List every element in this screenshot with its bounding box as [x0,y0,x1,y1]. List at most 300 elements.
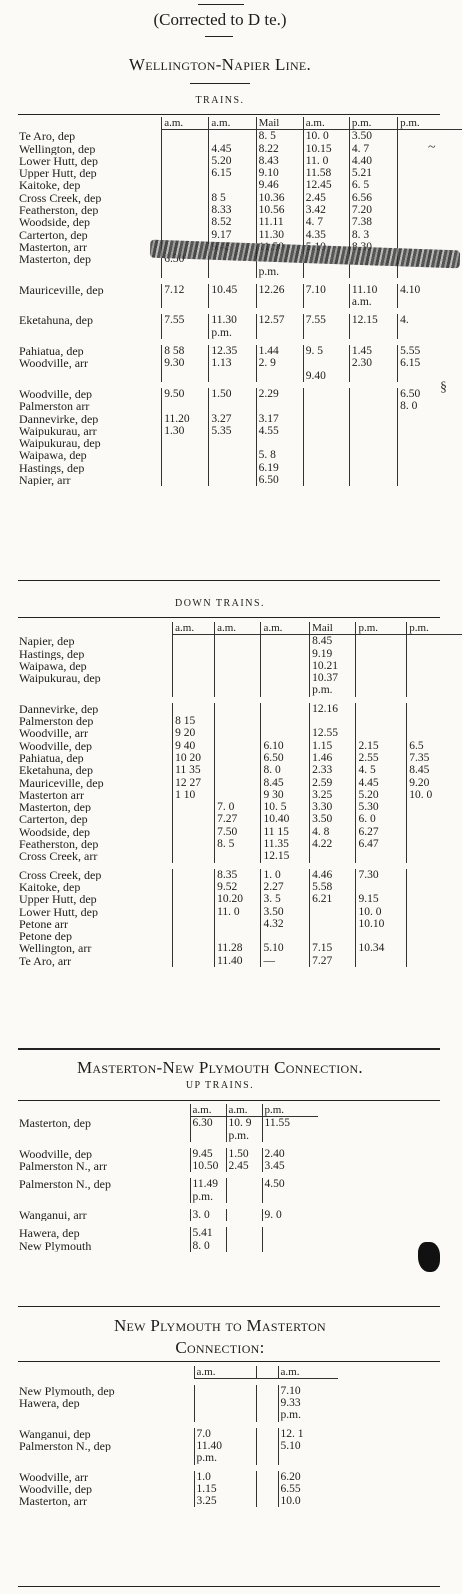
time-cell [398,204,462,216]
time-cell [398,370,462,382]
time-cell: 7.30 [356,869,407,881]
station-name: Woodville, dep [19,1482,93,1496]
time-cell [398,437,462,449]
time-cell: 3.50 [349,130,397,143]
time-cell [398,296,462,308]
column-header: a.m. [173,622,215,635]
station-name [18,1191,190,1203]
time-cell [256,1409,278,1421]
time-cell [173,648,215,660]
time-cell [215,715,261,727]
time-cell [173,850,215,862]
time-cell: 10 20 [173,752,215,764]
np-masterton-bottom-rule [18,1586,440,1587]
trains-subtitle: TRAINS. [195,95,245,106]
time-cell [407,930,462,942]
time-cell [173,801,215,813]
time-cell: 6. 5 [349,179,397,191]
time-cell: 1.44 [256,345,303,357]
time-cell: p.m. [190,1191,226,1203]
station-name: Waipawa, dep [19,449,87,462]
time-cell: 1.45 [349,345,397,357]
time-cell: 7.55 [162,314,209,326]
station-header [18,1104,190,1117]
station-name: Woodside, dep [19,825,91,839]
table-row [18,370,462,382]
time-cell [209,179,256,191]
down-table-bottom-rule [18,1048,440,1050]
time-cell: — [261,955,310,967]
time-cell: 11. 0 [303,155,349,167]
time-cell: 5.20 [209,155,256,167]
time-cell: 7.35 [407,752,462,764]
station-name: Pahiatua, dep [19,751,84,765]
station-name: Carterton, dep [19,228,88,241]
table-row [18,801,462,813]
time-cell: 8.45 [407,764,462,776]
time-cell: 2.59 [310,777,356,789]
time-cell [303,388,349,400]
time-cell [173,813,215,825]
time-cell: 3.27 [209,413,256,425]
station-name: Palmerston dep [19,715,94,728]
table-row [18,388,462,400]
corrected-note: (Corrected to D te.) [153,10,287,29]
table-row [18,1409,338,1421]
time-cell: 9. 0 [262,1209,318,1221]
table-row [18,1117,318,1130]
table-row [18,684,462,696]
station-name: Upper Hutt, dep [19,167,97,180]
time-cell [215,727,261,739]
time-cell [349,370,397,382]
time-cell: 11.35 [261,838,310,850]
time-cell [261,660,310,672]
time-cell [209,130,256,143]
table-row [18,1483,338,1495]
time-cell: 6.55 [278,1483,338,1495]
time-cell: 11 35 [173,764,215,776]
time-cell [173,942,215,954]
station-name: Woodville, dep [19,739,93,752]
time-cell: 11.10 [349,284,397,296]
time-cell: 6.27 [356,826,407,838]
station-name: Carterton, dep [19,813,88,826]
station-name: Hawera, dep [19,1397,80,1410]
time-cell: 7.55 [303,314,349,326]
station-name: Napier, arr [19,474,71,487]
time-cell: 6.47 [356,838,407,850]
time-cell: 4.35 [303,229,349,241]
column-header: a.m. [194,1366,256,1379]
time-cell [310,918,356,930]
time-cell: 5. 8 [256,449,303,461]
header-row [18,622,462,635]
time-cell: 3.50 [261,906,310,918]
table-row [18,266,462,278]
time-cell [407,813,462,825]
column-header: p.m. [349,117,397,130]
time-cell [407,869,462,881]
time-cell [162,462,209,474]
time-cell: 11.11 [256,216,303,228]
time-cell [173,881,215,893]
time-cell: 2.45 [226,1160,262,1172]
time-cell [209,296,256,308]
table-row [18,1227,318,1239]
time-cell [173,672,215,684]
time-cell [173,660,215,672]
station-name [18,684,173,696]
time-cell [303,296,349,308]
time-cell [215,660,261,672]
time-cell: 5.10 [278,1440,338,1452]
station-header [18,622,173,635]
station-name: Palmerston N., arr [19,1160,107,1173]
time-cell [398,192,462,204]
time-cell [162,192,209,204]
np-masterton-top-rule [18,1361,440,1362]
station-name: Cross Creek, dep [19,191,102,205]
time-cell: 4. 5 [356,764,407,776]
time-cell: 7.27 [215,813,261,825]
time-cell [261,648,310,660]
station-name: Eketahuna, dep [19,314,93,327]
time-cell [162,449,209,461]
table-row [18,1471,338,1483]
time-cell [398,216,462,228]
table-row [18,179,462,191]
column-header: p.m. [262,1104,318,1117]
header-row [18,117,462,130]
np-masterton-title-line2: Connection: [175,1338,265,1357]
station-name: Palmerston N., dep [19,1178,111,1191]
time-cell: 1.13 [209,357,256,369]
table-row [18,764,462,776]
time-cell [356,727,407,739]
time-cell: 6.20 [278,1471,338,1483]
station-name [18,1409,194,1421]
station-name: Woodside, dep [19,216,91,229]
table-row [18,918,462,930]
time-cell: 12.57 [256,314,303,326]
time-cell: 6.50 [398,388,462,400]
table-row [18,462,462,474]
time-cell: 11.40 [215,955,261,967]
time-cell: 6.50 [261,752,310,764]
station-name: Upper Hutt, dep [19,893,97,906]
time-cell: 7.50 [215,826,261,838]
table-row [18,345,462,357]
time-cell [356,672,407,684]
table-row [18,284,462,296]
time-cell [256,327,303,339]
time-cell [173,703,215,715]
time-cell: 4. 8 [310,826,356,838]
time-cell: 11.58 [303,167,349,179]
time-cell [349,327,397,339]
time-cell [162,400,209,412]
time-cell [310,906,356,918]
time-cell: 9.30 [162,357,209,369]
time-cell: 7.0 [194,1428,256,1440]
table-row [18,1160,318,1172]
column-header: a.m. [261,622,310,635]
time-cell [215,777,261,789]
time-cell: 4. 7 [349,143,397,155]
time-cell: 6.50 [256,474,303,486]
column-header: Mail [310,622,356,635]
table-row [18,413,462,425]
table-row [18,1428,338,1440]
time-cell [407,635,462,648]
time-cell [173,918,215,930]
time-cell: p.m. [310,684,356,696]
station-name: Masterton, dep [19,1116,91,1130]
time-cell [407,727,462,739]
time-cell: 10. 5 [261,801,310,813]
time-cell [356,635,407,648]
station-name: New Plymouth, dep [19,1384,115,1398]
time-cell: 10.21 [310,660,356,672]
time-cell: 7.10 [303,284,349,296]
time-cell [173,635,215,648]
time-cell: 8 58 [162,345,209,357]
up-table-top-rule [18,114,440,115]
ink-blot [418,1242,440,1272]
time-cell [162,296,209,308]
time-cell: 10.15 [303,143,349,155]
table-row [18,672,462,684]
time-cell: 11.55 [262,1117,318,1130]
time-cell [407,672,462,684]
time-cell: 3.17 [256,413,303,425]
table-row [18,192,462,204]
time-cell: 9.50 [162,388,209,400]
table-row [18,400,462,412]
time-cell [194,1385,256,1397]
time-cell: 2.29 [256,388,303,400]
station-name: Petone arr [19,917,68,931]
time-cell [226,1209,262,1221]
np-masterton-title-line1: New Plymouth to Masterton [113,1316,327,1335]
time-cell [398,413,462,425]
time-cell: 8. 0 [190,1240,226,1252]
time-cell: 6.30 [162,253,209,265]
station-name: Woodville, dep [19,387,93,401]
time-cell: 4.50 [262,1178,318,1190]
column-header [256,1366,278,1379]
time-cell: 3.50 [310,813,356,825]
station-name: Hastings, dep [19,461,85,475]
time-cell [356,715,407,727]
time-cell [162,143,209,155]
time-cell [349,413,397,425]
time-cell [209,462,256,474]
time-cell [303,474,349,486]
time-cell: 9.33 [278,1397,338,1409]
time-cell: 5.21 [349,167,397,179]
time-cell: 10. 0 [303,130,349,143]
time-cell: 11.30 [256,229,303,241]
time-cell: 8 15 [173,715,215,727]
time-cell: 10.0 [278,1495,338,1507]
time-cell: 10.40 [261,813,310,825]
station-name: Waipukurau, dep [19,437,101,450]
time-cell: 4.45 [209,143,256,155]
station-name: Te Aro, dep [19,129,76,143]
station-name: Cross Creek, arr [19,850,98,863]
masterton-np-top-rule [18,1100,440,1101]
time-cell [256,1483,278,1495]
station-name: Dannevirke, dep [19,412,99,425]
table-row [18,869,462,881]
np-masterton-table [18,1366,338,1507]
time-cell: 2.55 [356,752,407,764]
time-cell: 7.20 [349,204,397,216]
time-cell [407,838,462,850]
time-cell [162,204,209,216]
time-cell: 5.10 [261,942,310,954]
time-cell [398,179,462,191]
short-rule [205,36,233,37]
time-cell: 10.56 [256,204,303,216]
time-cell [256,1397,278,1409]
time-cell [194,1409,256,1421]
time-cell: 10. 0 [356,906,407,918]
time-cell: 8.45 [261,777,310,789]
time-cell: 12.35 [209,345,256,357]
time-cell [256,1428,278,1440]
time-cell: 8.33 [209,204,256,216]
time-cell: 12. 1 [278,1428,338,1440]
station-name: Woodville, arr [19,727,89,740]
time-cell [162,179,209,191]
time-cell: 10.50 [190,1160,226,1172]
time-cell [261,715,310,727]
time-cell: 11.49 [190,1178,226,1190]
time-cell: 6.15 [209,167,256,179]
time-cell: 5.58 [310,881,356,893]
time-cell [407,906,462,918]
time-cell: 7. 0 [215,801,261,813]
time-cell [209,437,256,449]
margin-mark: ~ [428,140,436,155]
time-cell [162,266,209,278]
time-cell [303,357,349,369]
table-row [18,1452,338,1464]
table-row [18,789,462,801]
table-row [18,635,462,648]
time-cell: 4. [398,314,462,326]
station-header [18,117,162,130]
table-row [18,437,462,449]
margin-mark-2: § [440,380,447,395]
time-cell [356,648,407,660]
time-cell [256,296,303,308]
down-trains-table [18,622,462,967]
time-cell: 11 15 [261,826,310,838]
time-cell: 2.15 [356,740,407,752]
title-rule [190,83,250,84]
station-name: Waipawa, dep [19,659,87,673]
table-row [18,296,462,308]
time-cell: 10. 0 [407,789,462,801]
station-name: Mauriceville, dep [19,776,104,789]
time-cell: 12.15 [349,314,397,326]
time-cell [310,715,356,727]
time-cell: 9 30 [261,789,310,801]
time-cell: 9.19 [310,648,356,660]
time-cell: 2.27 [261,881,310,893]
time-cell [303,462,349,474]
time-cell: 4.46 [310,869,356,881]
time-cell: p.m. [226,1130,262,1142]
time-cell [190,1130,226,1142]
time-cell [407,648,462,660]
time-cell: 1.30 [162,425,209,437]
time-cell [215,930,261,942]
time-cell: 12.16 [310,703,356,715]
station-name: Woodville, arr [19,357,89,370]
time-cell [303,327,349,339]
station-name: Featherston, dep [19,838,99,851]
time-cell [356,703,407,715]
time-cell: 12.45 [303,179,349,191]
time-cell [407,955,462,967]
table-row [18,942,462,954]
time-cell [303,425,349,437]
table-row [18,727,462,739]
time-cell [173,838,215,850]
time-cell: 6.56 [349,192,397,204]
time-cell [256,400,303,412]
station-name: Napier, dep [19,634,75,648]
time-cell [262,1130,318,1142]
time-cell: 8.45 [310,635,356,648]
column-header: a.m. [162,117,209,130]
time-cell [349,474,397,486]
station-name: Masterton, arr [19,1495,87,1508]
time-cell: 3. 0 [190,1209,226,1221]
masterton-np-title: Masterton-New Plymouth Connection. [77,1058,363,1077]
time-cell: 6.5 [407,740,462,752]
station-name: Wanganui, arr [19,1209,87,1222]
time-cell [215,703,261,715]
time-cell: 8. 5 [256,130,303,143]
time-cell [261,703,310,715]
time-cell [215,752,261,764]
down-table-top-rule [18,617,440,618]
time-cell [162,474,209,486]
table-row [18,1385,338,1397]
station-name: Lower Hutt, dep [19,905,98,918]
time-cell [261,635,310,648]
time-cell [173,930,215,942]
time-cell [303,437,349,449]
time-cell [407,893,462,905]
station-name: Masterton arr [19,788,84,802]
time-cell [226,1227,262,1239]
time-cell: 7.38 [349,216,397,228]
time-cell [162,370,209,382]
time-cell [303,266,349,278]
down-trains-subtitle: DOWN TRAINS. [174,598,266,609]
table-row [18,449,462,461]
time-cell: p.m. [278,1409,338,1421]
time-cell [356,930,407,942]
station-name: Woodville, arr [19,1470,89,1483]
